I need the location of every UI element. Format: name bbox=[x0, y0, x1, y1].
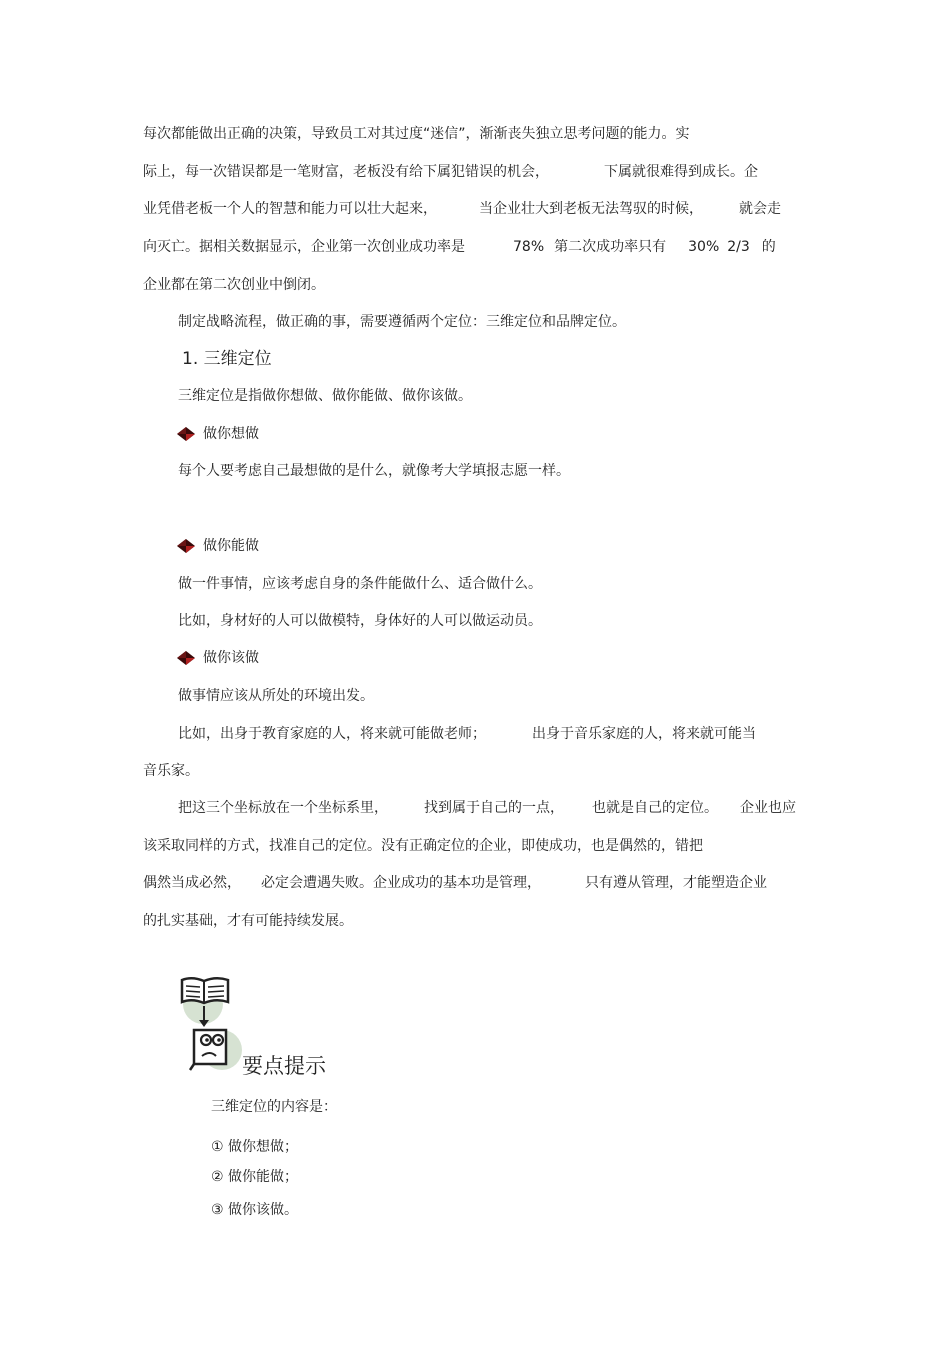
bullet-title: 做你能做 bbox=[203, 538, 259, 554]
body-text-line: 音乐家。 bbox=[143, 763, 199, 779]
bullet-title: 做你想做 bbox=[203, 426, 259, 442]
bullet-item bbox=[176, 537, 259, 555]
diamond-bullet-icon bbox=[176, 538, 196, 554]
body-text-line: 制定战略流程，做正确的事，需要遵循两个定位：三维定位和品牌定位。 bbox=[178, 314, 626, 330]
body-text-line: 比如，出身于教育家庭的人，将来就可能做老师； 出身于音乐家庭的人，将来就可能当 bbox=[178, 726, 756, 742]
tips-book-icon bbox=[176, 972, 246, 1076]
body-text-line: 该采取同样的方式，找准自己的定位。没有正确定位的企业，即使成功，也是偶然的，错把 bbox=[143, 838, 703, 854]
diamond-bullet-icon bbox=[176, 426, 196, 442]
body-text-line: 的扎实基础，才有可能持续发展。 bbox=[143, 913, 353, 929]
body-text-line: 偶然当成必然， 必定会遭遇失败。企业成功的基本功是管理， 只有遵从管理，才能塑造企业 bbox=[143, 875, 767, 891]
body-text-line: 做事情应该从所处的环境出发。 bbox=[178, 688, 374, 704]
tips-list-item: ① 做你想做； bbox=[211, 1139, 299, 1155]
bullet-title: 做你该做 bbox=[203, 650, 259, 666]
body-text-line: 三维定位是指做你想做、做你能做、做你该做。 bbox=[178, 388, 472, 404]
tips-intro: 三维定位的内容是： bbox=[211, 1099, 337, 1115]
body-text-line: 企业都在第二次创业中倒闭。 bbox=[143, 277, 325, 293]
tips-list-item: ③ 做你该做。 bbox=[211, 1202, 299, 1218]
body-text-line: 向灭亡。据相关数据显示，企业第一次创业成功率是 78% 第二次成功率只有 30% 2/3 的 bbox=[143, 239, 776, 255]
section-heading: 1. 三维定位 bbox=[182, 349, 272, 369]
tips-list-item: ② 做你能做； bbox=[211, 1169, 299, 1185]
bullet-item bbox=[176, 649, 259, 667]
bullet-item bbox=[176, 425, 259, 443]
body-text-line: 际上，每一次错误都是一笔财富，老板没有给下属犯错误的机会， 下属就很难得到成长。企 bbox=[143, 164, 758, 180]
body-text-line: 每个人要考虑自己最想做的是什么，就像考大学填报志愿一样。 bbox=[178, 463, 570, 479]
body-text-line: 每次都能做出正确的决策，导致员工对其过度“迷信”，渐渐丧失独立思考问题的能力。实 bbox=[143, 126, 690, 142]
body-text-line: 比如，身材好的人可以做模特，身体好的人可以做运动员。 bbox=[178, 613, 542, 629]
body-text-line: 做一件事情，应该考虑自身的条件能做什么、适合做什么。 bbox=[178, 576, 542, 592]
diamond-bullet-icon bbox=[176, 650, 196, 666]
tips-title: 要点提示 bbox=[242, 1054, 326, 1078]
body-text-line: 业凭借老板一个人的智慧和能力可以壮大起来， 当企业壮大到老板无法驾驭的时候， 就会走 bbox=[143, 201, 781, 217]
body-text-line: 把这三个坐标放在一个坐标系里， 找到属于自己的一点， 也就是自己的定位。 企业也应 bbox=[178, 800, 796, 816]
